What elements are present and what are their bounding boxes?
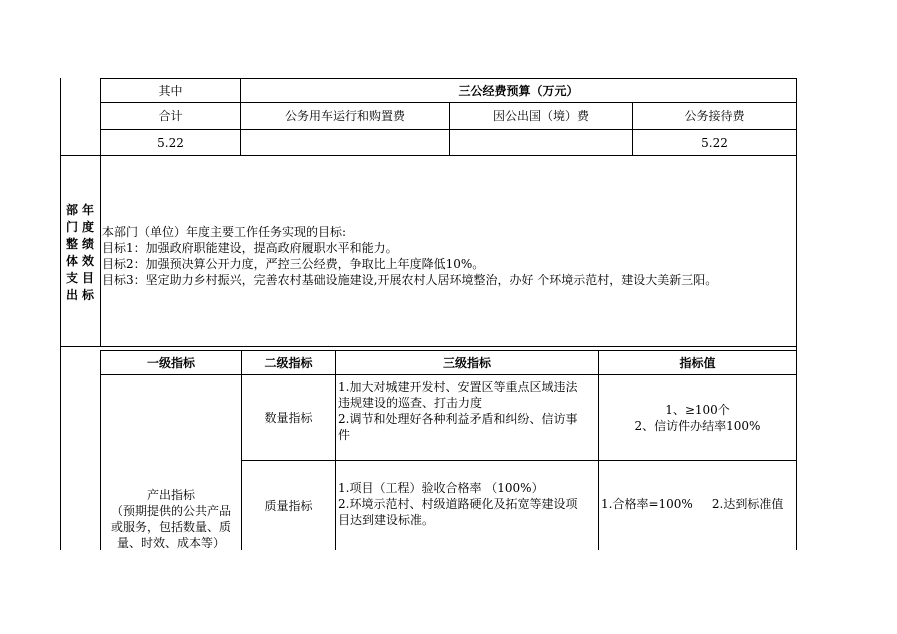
header-level1: 一级指标	[146, 355, 195, 370]
goal-label-char: 支	[65, 271, 78, 285]
goal-label-char: 标	[81, 288, 94, 302]
level3-line: 2.调节和处理好各种利益矛盾和纠纷、信访事	[338, 412, 578, 426]
grid-line	[796, 350, 797, 550]
value-car	[241, 130, 449, 155]
level1-line: 量、时效、成本等）	[116, 536, 225, 550]
value-quality: 1.合格率=100% 2.达到标准值	[601, 497, 784, 511]
goal-label-char: 度	[81, 220, 94, 234]
value-abroad	[450, 130, 632, 155]
grid-line	[796, 78, 797, 350]
level1-output-indicator	[101, 487, 241, 551]
goal-label-char: 部	[65, 203, 78, 217]
level3-line: 违规建设的巡查、打击力度	[338, 396, 483, 410]
grid-line	[60, 346, 61, 550]
level1-line: 或服务，包括数量、质	[110, 520, 231, 534]
level2-quantity: 数量指标	[264, 410, 313, 425]
value-line: 2、信访件办结率100%	[634, 419, 761, 433]
value-reception: 5.22	[701, 135, 728, 150]
goal-label-char: 出	[65, 288, 78, 302]
level3-line: 1.加大对城建开发村、安置区等重点区域违法	[338, 380, 578, 394]
grid-line	[60, 156, 61, 346]
goal-label-col2	[81, 202, 95, 304]
grid-line	[100, 374, 797, 375]
level3-line: 2.环境示范村、村级道路硬化及拓宽等建设项	[338, 497, 578, 511]
header-level3: 三级指标	[442, 355, 491, 370]
grid-line	[60, 346, 797, 347]
goal-label-col1	[65, 202, 79, 304]
header-level2: 二级指标	[264, 355, 313, 370]
level3-line: 1.项目（工程）验收合格率 （100%）	[338, 481, 544, 495]
header-value: 指标值	[679, 355, 716, 370]
col-car: 公务用车运行和购置费	[284, 109, 405, 123]
col-reception: 公务接待费	[684, 109, 745, 123]
header-sangong-budget: 三公经费预算（万元）	[458, 83, 579, 98]
goal-label-char: 体	[65, 254, 78, 268]
goal-label-char: 年	[81, 203, 94, 217]
level3-line: 件	[338, 428, 351, 442]
goal-line: 目标1：加强政府职能建设，提高政府履职水平和能力。	[102, 241, 398, 255]
goal-label-char: 整	[65, 237, 78, 251]
grid-line	[60, 78, 61, 156]
goal-line: 目标3：坚定助力乡村振兴，完善农村基础设施建设,开展农村人居环境整治，办好 个环境示范村，建设大美新三阳。	[102, 273, 718, 287]
goal-line: 本部门（单位）年度主要工作任务实现的目标:	[102, 225, 347, 239]
value-total: 5.22	[157, 135, 184, 150]
level3-quantity-text	[338, 379, 596, 443]
grid-line	[335, 350, 336, 550]
value-line: 1、≥100个	[665, 403, 730, 417]
level1-line: （预期提供的公共产品	[110, 504, 231, 518]
grid-line	[60, 155, 797, 156]
goal-label-char: 绩	[81, 237, 94, 251]
level2-quality: 质量指标	[264, 498, 313, 513]
grid-line	[598, 350, 599, 550]
level3-line: 目达到建设标准。	[338, 513, 435, 527]
goal-label-char: 门	[65, 220, 78, 234]
goal-label-char: 效	[81, 254, 94, 268]
col-abroad: 因公出国（境）费	[492, 109, 589, 123]
goal-label-char: 目	[81, 271, 94, 285]
header-qizhong: 其中	[158, 83, 183, 98]
grid-line	[100, 156, 101, 346]
level3-quality-text	[338, 480, 596, 528]
col-total: 合计	[158, 109, 183, 123]
goal-line: 目标2：加强预决算公开力度，严控三公经费，争取比上年度降低10%。	[102, 257, 485, 271]
value-quantity	[599, 402, 796, 434]
level1-line: 产出指标	[146, 488, 195, 502]
goal-text	[102, 224, 794, 294]
